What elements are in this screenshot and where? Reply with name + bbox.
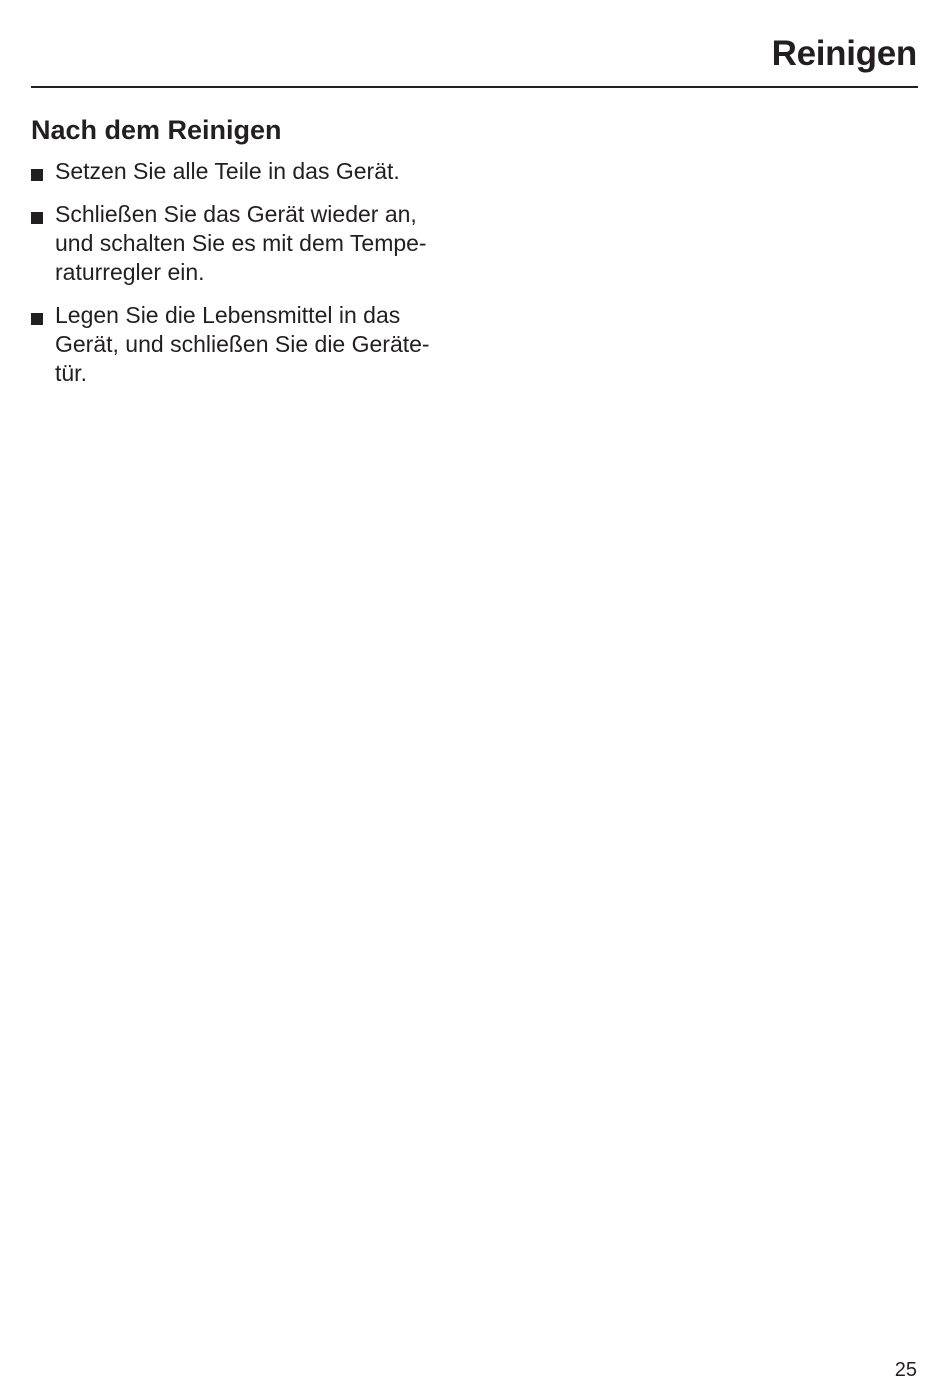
square-bullet-icon (31, 169, 43, 181)
section-title: Reinigen (771, 34, 917, 73)
sub-heading: Nach dem Reinigen (31, 115, 282, 145)
list-item-text: Setzen Sie alle Teile in das Gerät. (55, 158, 400, 184)
list-item (31, 200, 471, 287)
list-item-text: Schließen Sie das Gerät wieder an, und schalten Sie es mit dem Tempe- raturregler ein. (55, 201, 427, 285)
square-bullet-icon (31, 313, 43, 325)
list-item (31, 157, 471, 186)
bullet-list (31, 157, 471, 402)
page-number: 25 (894, 1359, 917, 1381)
square-bullet-icon (31, 212, 43, 224)
list-item-text: Legen Sie die Lebensmittel in das Gerät, und schließen Sie die Geräte- tür. (55, 302, 430, 386)
list-item (31, 301, 471, 388)
header-rule (31, 86, 918, 88)
